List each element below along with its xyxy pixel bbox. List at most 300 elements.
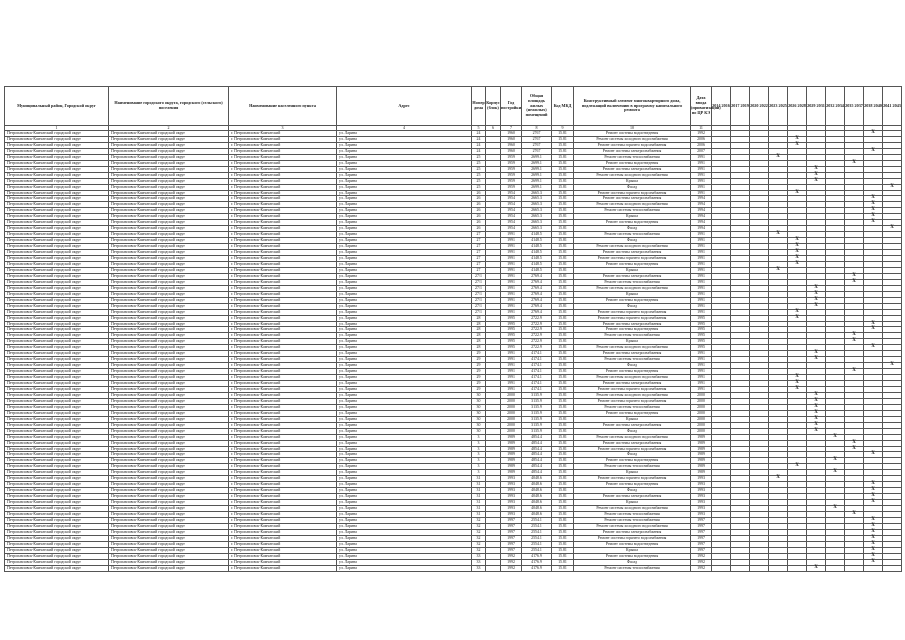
locality-cell: г. Петропавловск-Камчатский [229, 148, 337, 154]
year-cell: 1989 [501, 458, 522, 464]
year-cell: 1959 [501, 184, 522, 190]
date-cell: 1993 [691, 500, 712, 506]
area-cell: 4174.1 [522, 369, 552, 375]
year-cell: 1995 [501, 321, 522, 327]
settlement-cell: Петропавловск-Камчатский городской округ [109, 529, 229, 535]
district-cell: Петропавловск-Камчатский городской округ [5, 458, 109, 464]
year-cell: 2000 [501, 410, 522, 416]
house-cell: 26 [472, 208, 486, 214]
area-cell: 2769.4 [522, 291, 552, 297]
address-cell: ул. Ларина [337, 148, 472, 154]
code-cell: 15.81 [552, 285, 574, 291]
district-cell: Петропавловск-Камчатский городской округ [5, 250, 109, 256]
district-cell: Петропавловск-Камчатский городской округ [5, 226, 109, 232]
address-cell: ул. Ларина [337, 160, 472, 166]
column-number: 10 [574, 126, 691, 131]
code-cell: 15.81 [552, 375, 574, 381]
code-cell: 15.81 [552, 220, 574, 226]
district-cell: Петропавловск-Камчатский городской округ [5, 363, 109, 369]
year-cell: 1991 [501, 238, 522, 244]
locality-cell: г. Петропавловск-Камчатский [229, 220, 337, 226]
year-cell: 1993 [501, 494, 522, 500]
year-cell: 1993 [501, 512, 522, 518]
address-cell: ул. Ларина [337, 279, 472, 285]
district-cell: Петропавловск-Камчатский городской округ [5, 232, 109, 238]
locality-cell: г. Петропавловск-Камчатский [229, 559, 337, 565]
period-cell: X [883, 226, 902, 232]
date-cell: 1991 [691, 369, 712, 375]
address-cell: ул. Ларина [337, 476, 472, 482]
district-cell: Петропавловск-Камчатский городской округ [5, 529, 109, 535]
period-cell: X [788, 309, 807, 315]
address-cell: ул. Ларина [337, 363, 472, 369]
year-cell: 2000 [501, 392, 522, 398]
year-cell: 1997 [501, 517, 522, 523]
column-number: 8 [522, 126, 552, 131]
district-cell: Петропавловск-Камчатский городской округ [5, 154, 109, 160]
code-cell: 15.81 [552, 517, 574, 523]
district-cell: Петропавловск-Камчатский городской округ [5, 369, 109, 375]
area-cell: 2767 [522, 142, 552, 148]
area-cell: 4148.5 [522, 256, 552, 262]
locality-cell: г. Петропавловск-Камчатский [229, 291, 337, 297]
year-cell: 1993 [501, 488, 522, 494]
house-cell: 28 [472, 339, 486, 345]
date-cell: 1991 [691, 160, 712, 166]
locality-cell: г. Петропавловск-Камчатский [229, 136, 337, 142]
area-cell: 4854.4 [522, 470, 552, 476]
code-cell: 15.81 [552, 178, 574, 184]
house-cell: 27 [472, 250, 486, 256]
period-cell: X [864, 208, 883, 214]
column-header: Год постройки [501, 87, 522, 126]
code-cell: 15.81 [552, 440, 574, 446]
district-cell: Петропавловск-Камчатский городской округ [5, 488, 109, 494]
locality-cell: г. Петропавловск-Камчатский [229, 375, 337, 381]
element-cell: Ремонт системы водоотведения [574, 458, 691, 464]
address-cell: ул. Ларина [337, 381, 472, 387]
address-cell: ул. Ларина [337, 232, 472, 238]
district-cell: Петропавловск-Камчатский городской округ [5, 506, 109, 512]
locality-cell: г. Петропавловск-Камчатский [229, 494, 337, 500]
settlement-cell: Петропавловск-Камчатский городской округ [109, 386, 229, 392]
house-cell: 31 [472, 476, 486, 482]
settlement-cell: Петропавловск-Камчатский городской округ [109, 345, 229, 351]
house-cell: 29 [472, 386, 486, 392]
code-cell: 15.81 [552, 208, 574, 214]
area-cell: 2769.4 [522, 303, 552, 309]
element-cell: Ремонт системы электроснабжения [574, 148, 691, 154]
code-cell: 15.81 [552, 303, 574, 309]
house-cell: 28 [472, 345, 486, 351]
settlement-cell: Петропавловск-Камчатский городской округ [109, 309, 229, 315]
period-cell: X [864, 321, 883, 327]
house-cell: 32 [472, 517, 486, 523]
code-cell: 15.81 [552, 339, 574, 345]
district-cell: Петропавловск-Камчатский городской округ [5, 541, 109, 547]
date-cell: 1995 [691, 315, 712, 321]
area-cell: 2767 [522, 131, 552, 137]
element-cell: Ремонт системы теплоснабжения [574, 512, 691, 518]
period-cell: X [864, 553, 883, 559]
period-cell [864, 565, 883, 571]
area-cell: 2699.1 [522, 160, 552, 166]
district-cell: Петропавловск-Камчатский городской округ [5, 404, 109, 410]
date-cell: 1989 [691, 458, 712, 464]
column-header: Дата ввода (приватизации) по ЦР КЭ [691, 87, 712, 126]
column-header: Наименование населенного пункта [229, 87, 337, 126]
code-cell: 15.81 [552, 309, 574, 315]
year-cell: 1954 [501, 214, 522, 220]
house-cell: 26 [472, 190, 486, 196]
area-cell: 4148.5 [522, 250, 552, 256]
house-cell: 30 [472, 398, 486, 404]
house-cell: 27 [472, 261, 486, 267]
code-cell: 15.81 [552, 250, 574, 256]
code-cell: 15.81 [552, 131, 574, 137]
code-cell: 15.81 [552, 267, 574, 273]
code-cell: 15.81 [552, 172, 574, 178]
address-cell: ул. Ларина [337, 553, 472, 559]
house-cell: 31 [472, 488, 486, 494]
area-cell: 2554.1 [522, 529, 552, 535]
column-header: 2032 2034 [826, 87, 845, 126]
district-cell: Петропавловск-Камчатский городской округ [5, 131, 109, 137]
period-cell: X [826, 434, 845, 440]
locality-cell: г. Петропавловск-Камчатский [229, 256, 337, 262]
settlement-cell: Петропавловск-Камчатский городской округ [109, 333, 229, 339]
element-cell: Ремонт системы горячего водоснабжения [574, 142, 691, 148]
area-cell: 2722.9 [522, 333, 552, 339]
date-cell: 2007 [691, 148, 712, 154]
period-cell: X [807, 422, 826, 428]
area-cell: 2722.9 [522, 315, 552, 321]
area-cell: 4854.4 [522, 446, 552, 452]
settlement-cell: Петропавловск-Камчатский городской округ [109, 202, 229, 208]
period-cell [788, 565, 807, 571]
period-cell: X [826, 458, 845, 464]
locality-cell: г. Петропавловск-Камчатский [229, 232, 337, 238]
column-header: 2026 2028 [788, 87, 807, 126]
address-cell: ул. Ларина [337, 142, 472, 148]
year-cell: 1954 [501, 220, 522, 226]
date-cell: 1995 [691, 339, 712, 345]
settlement-cell: Петропавловск-Камчатский городской округ [109, 452, 229, 458]
locality-cell: г. Петропавловск-Камчатский [229, 369, 337, 375]
area-cell: 4174.1 [522, 375, 552, 381]
locality-cell: г. Петропавловск-Камчатский [229, 476, 337, 482]
locality-cell: г. Петропавловск-Камчатский [229, 488, 337, 494]
column-header: 2038 2040 [864, 87, 883, 126]
locality-cell: г. Петропавловск-Камчатский [229, 440, 337, 446]
area-cell: 2554.1 [522, 517, 552, 523]
settlement-cell: Петропавловск-Камчатский городской округ [109, 494, 229, 500]
settlement-cell: Петропавловск-Камчатский городской округ [109, 523, 229, 529]
element-cell: Ремонт системы электроснабжения [574, 321, 691, 327]
element-cell: Фасад [574, 452, 691, 458]
address-cell: ул. Ларина [337, 202, 472, 208]
settlement-cell: Петропавловск-Камчатский городской округ [109, 547, 229, 553]
area-cell: 2769.4 [522, 273, 552, 279]
settlement-cell: Петропавловск-Камчатский городской округ [109, 142, 229, 148]
house-cell: 27/1 [472, 303, 486, 309]
district-cell: Петропавловск-Камчатский городской округ [5, 285, 109, 291]
element-cell: Ремонт системы горячего водоснабжения [574, 476, 691, 482]
house-cell: 32 [472, 535, 486, 541]
date-cell: 1989 [691, 452, 712, 458]
date-cell: 1989 [691, 440, 712, 446]
period-cell: X [864, 327, 883, 333]
house-cell: 31 [472, 512, 486, 518]
column-header: Корпус (блок) [486, 87, 501, 126]
period-cell: X [864, 547, 883, 553]
locality-cell: г. Петропавловск-Камчатский [229, 351, 337, 357]
date-cell: 1995 [691, 345, 712, 351]
settlement-cell: Петропавловск-Камчатский городской округ [109, 410, 229, 416]
address-cell: ул. Ларина [337, 285, 472, 291]
code-cell: 15.81 [552, 535, 574, 541]
house-cell: 25 [472, 154, 486, 160]
code-cell: 15.81 [552, 529, 574, 535]
year-cell: 1954 [501, 226, 522, 232]
year-cell: 1959 [501, 172, 522, 178]
column-header: 2017 2019 [731, 87, 750, 126]
period-cell [712, 565, 731, 571]
element-cell: Ремонт системы электроснабжения [574, 440, 691, 446]
period-cell: X [807, 351, 826, 357]
element-cell: Ремонт системы электроснабжения [574, 381, 691, 387]
locality-cell: г. Петропавловск-Камчатский [229, 142, 337, 148]
period-cell: X [769, 476, 788, 482]
locality-cell: г. Петропавловск-Камчатский [229, 523, 337, 529]
period-cell: X [788, 238, 807, 244]
settlement-cell: Петропавловск-Камчатский городской округ [109, 327, 229, 333]
period-cell: X [864, 482, 883, 488]
period-cell: X [807, 178, 826, 184]
locality-cell: г. Петропавловск-Камчатский [229, 190, 337, 196]
element-cell: Ремонт системы теплоснабжения [574, 517, 691, 523]
address-cell: ул. Ларина [337, 196, 472, 202]
period-cell: X [788, 375, 807, 381]
year-cell: 1991 [501, 256, 522, 262]
code-cell: 15.81 [552, 279, 574, 285]
district-cell: Петропавловск-Камчатский городской округ [5, 523, 109, 529]
date-cell: 2000 [691, 392, 712, 398]
district-cell: Петропавловск-Камчатский городской округ [5, 178, 109, 184]
settlement-cell: Петропавловск-Камчатский городской округ [109, 321, 229, 327]
column-header: Наименование городского округа, городского (сельского) поселения [109, 87, 229, 126]
element-cell: Ремонт системы водоотведения [574, 261, 691, 267]
address-cell: ул. Ларина [337, 428, 472, 434]
settlement-cell: Петропавловск-Камчатский городской округ [109, 184, 229, 190]
locality-cell: г. Петропавловск-Камчатский [229, 244, 337, 250]
date-cell: 2000 [691, 410, 712, 416]
district-cell: Петропавловск-Камчатский городской округ [5, 351, 109, 357]
column-header: Код МКД [552, 87, 574, 126]
settlement-cell: Петропавловск-Камчатский городской округ [109, 339, 229, 345]
column-header: Конструктивный элемент многоквартирного дома, подлежащий включению в программу капитального ремонта [574, 87, 691, 126]
district-cell: Петропавловск-Камчатский городской округ [5, 553, 109, 559]
address-cell: ул. Ларина [337, 250, 472, 256]
area-cell: 2554.1 [522, 547, 552, 553]
code-cell: 15.81 [552, 154, 574, 160]
house-cell: 3 [472, 446, 486, 452]
address-cell: ул. Ларина [337, 517, 472, 523]
period-cell [769, 565, 788, 571]
settlement-cell: Петропавловск-Камчатский городской округ [109, 196, 229, 202]
address-cell: ул. Ларина [337, 333, 472, 339]
area-cell: 3135.9 [522, 392, 552, 398]
element-cell: Ремонт системы холодного водоснабжения [574, 244, 691, 250]
district-cell: Петропавловск-Камчатский городской округ [5, 464, 109, 470]
date-cell: 2000 [691, 422, 712, 428]
element-cell: Ремонт системы холодного водоснабжения [574, 506, 691, 512]
district-cell: Петропавловск-Камчатский городской округ [5, 440, 109, 446]
locality-cell: г. Петропавловск-Камчатский [229, 309, 337, 315]
district-cell: Петропавловск-Камчатский городской округ [5, 333, 109, 339]
area-cell: 4176.9 [522, 553, 552, 559]
code-cell: 15.81 [552, 142, 574, 148]
element-cell: Крыша [574, 470, 691, 476]
district-cell: Петропавловск-Камчатский городской округ [5, 220, 109, 226]
code-cell: 15.81 [552, 321, 574, 327]
settlement-cell: Петропавловск-Камчатский городской округ [109, 256, 229, 262]
element-cell: Ремонт системы холодного водоснабжения [574, 375, 691, 381]
locality-cell: г. Петропавловск-Камчатский [229, 470, 337, 476]
element-cell: Ремонт системы горячего водоснабжения [574, 309, 691, 315]
element-cell: Ремонт системы электроснабжения [574, 494, 691, 500]
year-cell: 1991 [501, 261, 522, 267]
address-cell: ул. Ларина [337, 178, 472, 184]
element-cell: Крыша [574, 416, 691, 422]
district-cell: Петропавловск-Камчатский городской округ [5, 470, 109, 476]
address-cell: ул. Ларина [337, 506, 472, 512]
address-cell: ул. Ларина [337, 375, 472, 381]
period-cell: X [807, 172, 826, 178]
code-cell: 15.81 [552, 333, 574, 339]
area-cell: 4148.5 [522, 261, 552, 267]
district-cell: Петропавловск-Камчатский городской округ [5, 148, 109, 154]
code-cell: 15.81 [552, 512, 574, 518]
area-cell: 2665.3 [522, 190, 552, 196]
date-cell: 1991 [691, 291, 712, 297]
year-cell: 1989 [501, 470, 522, 476]
element-cell: Ремонт системы теплоснабжения [574, 565, 691, 571]
column-header: 2023 2025 [769, 87, 788, 126]
column-header: Муниципальный район, Городской округ [5, 87, 109, 126]
area-cell: 4048.6 [522, 500, 552, 506]
area-cell: 4048.6 [522, 476, 552, 482]
code-cell: 15.81 [552, 523, 574, 529]
code-cell: 15.81 [552, 434, 574, 440]
table-row [5, 565, 902, 571]
locality-cell: г. Петропавловск-Камчатский [229, 512, 337, 518]
year-cell: 2000 [501, 404, 522, 410]
settlement-cell: Петропавловск-Камчатский городской округ [109, 220, 229, 226]
year-cell: 1991 [501, 244, 522, 250]
district-cell: Петропавловск-Камчатский городской округ [5, 381, 109, 387]
code-cell: 15.81 [552, 202, 574, 208]
address-cell: ул. Ларина [337, 541, 472, 547]
district-cell: Петропавловск-Камчатский городской округ [5, 196, 109, 202]
date-cell: 1991 [691, 256, 712, 262]
date-cell: 1994 [691, 196, 712, 202]
element-cell: Ремонт системы холодного водоснабжения [574, 136, 691, 142]
code-cell: 15.81 [552, 273, 574, 279]
table-body [5, 131, 902, 572]
column-header: Общая площадь жилых (нежилых) помещений [522, 87, 552, 126]
district-cell: Петропавловск-Камчатский городской округ [5, 535, 109, 541]
date-cell: 1991 [691, 184, 712, 190]
district-cell: Петропавловск-Камчатский городской округ [5, 309, 109, 315]
element-cell: Ремонт системы водоотведения [574, 327, 691, 333]
house-cell: 3 [472, 458, 486, 464]
locality-cell: г. Петропавловск-Камчатский [229, 392, 337, 398]
address-cell: ул. Ларина [337, 154, 472, 160]
locality-cell: г. Петропавловск-Камчатский [229, 541, 337, 547]
period-cell: X [864, 529, 883, 535]
date-cell: 1991 [691, 303, 712, 309]
area-cell: 3135.9 [522, 410, 552, 416]
year-cell: 1991 [501, 279, 522, 285]
period-cell: X [807, 398, 826, 404]
data-table [4, 86, 902, 572]
date-cell: 1997 [691, 529, 712, 535]
settlement-cell: Петропавловск-Камчатский городской округ [109, 470, 229, 476]
date-cell: 1991 [691, 267, 712, 273]
year-cell: 1991 [501, 250, 522, 256]
date-cell: 1991 [691, 172, 712, 178]
date-cell: 1991 [691, 250, 712, 256]
year-cell: 1997 [501, 523, 522, 529]
district-cell: Петропавловск-Камчатский городской округ [5, 267, 109, 273]
area-cell: 3135.9 [522, 404, 552, 410]
address-cell: ул. Ларина [337, 529, 472, 535]
code-cell: 15.81 [552, 166, 574, 172]
code-cell: 15.81 [552, 244, 574, 250]
settlement-cell: Петропавловск-Камчатский городской округ [109, 541, 229, 547]
house-cell: 27 [472, 244, 486, 250]
house-cell: 24 [472, 136, 486, 142]
locality-cell: г. Петропавловск-Камчатский [229, 506, 337, 512]
house-cell: 26 [472, 226, 486, 232]
area-cell: 4174.1 [522, 381, 552, 387]
address-cell: ул. Ларина [337, 345, 472, 351]
locality-cell: г. Петропавловск-Камчатский [229, 279, 337, 285]
element-cell: Ремонт системы теплоснабжения [574, 232, 691, 238]
address-cell: ул. Ларина [337, 208, 472, 214]
code-cell: 15.81 [552, 541, 574, 547]
locality-cell: г. Петропавловск-Камчатский [229, 321, 337, 327]
area-cell: 2699.1 [522, 178, 552, 184]
year-cell: 1995 [501, 327, 522, 333]
locality-cell: г. Петропавловск-Камчатский [229, 398, 337, 404]
period-cell: X [788, 261, 807, 267]
date-cell: 1991 [691, 166, 712, 172]
element-cell: Фасад [574, 238, 691, 244]
district-cell: Петропавловск-Камчатский городской округ [5, 517, 109, 523]
district-cell: Петропавловск-Камчатский городской округ [5, 238, 109, 244]
house-cell: 29 [472, 357, 486, 363]
locality-cell: г. Петропавловск-Камчатский [229, 553, 337, 559]
element-cell: Ремонт системы водоотведения [574, 482, 691, 488]
date-cell: 1993 [691, 506, 712, 512]
date-cell: 1989 [691, 434, 712, 440]
district-cell: Петропавловск-Камчатский городской округ [5, 190, 109, 196]
code-cell: 15.81 [552, 500, 574, 506]
year-cell: 1997 [501, 529, 522, 535]
area-cell: 2769.4 [522, 285, 552, 291]
